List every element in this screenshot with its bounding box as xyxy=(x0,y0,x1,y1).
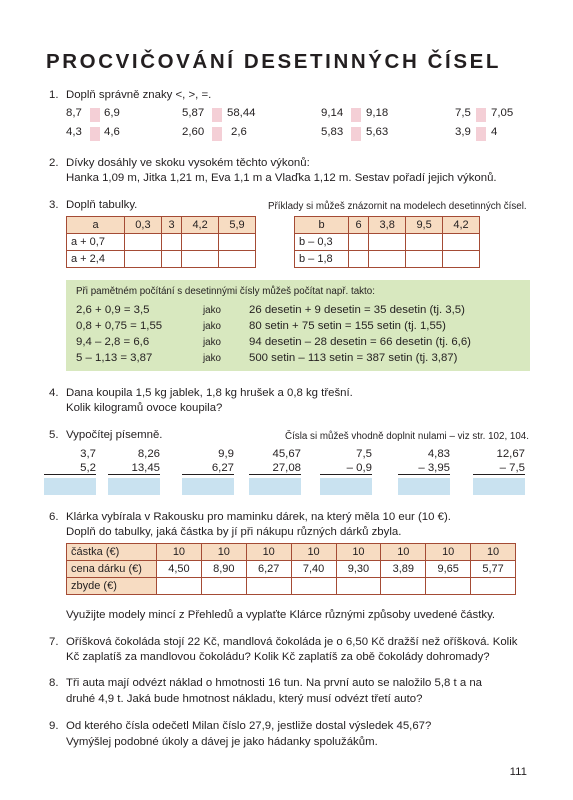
tip-jako: jako xyxy=(203,353,221,364)
table-row xyxy=(67,544,516,561)
task9-number: 9. xyxy=(49,720,59,732)
tip-box xyxy=(66,280,530,371)
row-label: b – 1,8 xyxy=(295,251,349,268)
table-cell: 9,65 xyxy=(426,561,471,578)
compare-answer-box[interactable] xyxy=(351,108,361,122)
task2-line2: Hanka 1,09 m, Jitka 1,21 m, Eva 1,1 m a Vlaďka 1,12 m. Sestav pořadí jejich výkonů. xyxy=(66,172,497,184)
result-box[interactable] xyxy=(44,478,96,495)
tip-jako: jako xyxy=(203,321,221,332)
row-label: částka (€) xyxy=(67,544,157,561)
task6-line1: Klárka vybírala v Rakousku pro maminku dárek, na který měla 10 eur (10 €). xyxy=(66,511,451,523)
tip-explanation: 500 setin – 113 setin = 387 setin (tj. 3,87) xyxy=(249,352,458,364)
table-b xyxy=(294,216,480,268)
table-a-header-row xyxy=(67,217,256,234)
answer-cell[interactable] xyxy=(201,578,246,595)
table-row xyxy=(67,234,256,251)
answer-cell[interactable] xyxy=(349,251,369,268)
table-row xyxy=(67,251,256,268)
tip-heading: Při pamětném počítání s desetinnými čísly můžeš počítat např. takto: xyxy=(76,286,375,297)
answer-cell[interactable] xyxy=(406,234,443,251)
compare-answer-box[interactable] xyxy=(90,127,100,141)
task8-line2: druhé 4,9 t. Jaká bude hmotnost nákladu, který musí odvézt třetí auto? xyxy=(66,693,423,705)
task8-line1: Tři auta mají odvézt náklad o hmotnosti 16 tun. Na první auto se naložilo 5,8 t a na xyxy=(66,677,482,689)
tip-explanation: 94 desetin – 28 desetin = 66 desetin (tj. 6,6) xyxy=(249,336,471,348)
task7-line1: Oříšková čokoláda stojí 22 Kč, mandlová čokoláda je o 6,50 Kč dražší než oříšková. Kolik xyxy=(66,636,518,648)
row-label: b – 0,3 xyxy=(295,234,349,251)
result-box[interactable] xyxy=(398,478,450,495)
compare-answer-box[interactable] xyxy=(476,127,486,141)
table-cell: 3 xyxy=(161,217,181,234)
task4-line1: Dana koupila 1,5 kg jablek, 1,8 kg hrušek a 0,8 kg třešní. xyxy=(66,387,353,399)
tip-expression: 2,6 + 0,9 = 3,5 xyxy=(76,304,150,316)
written-calculation: 4,83 – 3,95 xyxy=(398,447,450,495)
table-cell: 0,3 xyxy=(125,217,162,234)
task2-number: 2. xyxy=(49,157,59,169)
table-cell: 8,90 xyxy=(201,561,246,578)
table-cell: 10 xyxy=(201,544,246,561)
tip-expression: 5 – 1,13 = 3,87 xyxy=(76,352,153,364)
answer-cell[interactable] xyxy=(157,578,202,595)
table-cell: 10 xyxy=(246,544,291,561)
result-box[interactable] xyxy=(108,478,160,495)
answer-cell[interactable] xyxy=(406,251,443,268)
result-box[interactable] xyxy=(182,478,234,495)
row-label: zbyde (€) xyxy=(67,578,157,595)
table-cell: 10 xyxy=(471,544,516,561)
table-cell: 10 xyxy=(426,544,471,561)
compare-answer-box[interactable] xyxy=(212,108,222,122)
table-b-header-row xyxy=(295,217,480,234)
task7-number: 7. xyxy=(49,636,59,648)
task9-line2: Vymýšlej podobné úkoly a dávej je jako hádanky spolužákům. xyxy=(66,736,378,748)
row-label: a + 2,4 xyxy=(67,251,125,268)
row-label: a + 0,7 xyxy=(67,234,125,251)
answer-cell[interactable] xyxy=(291,578,336,595)
table-row xyxy=(67,578,516,595)
task1-number: 1. xyxy=(49,89,59,101)
result-box[interactable] xyxy=(473,478,525,495)
table-cell: 3,89 xyxy=(381,561,426,578)
answer-cell[interactable] xyxy=(219,251,256,268)
task5-note: Čísla si můžeš vhodně doplnit nulami – viz str. 102, 104. xyxy=(285,431,529,442)
compare-answer-box[interactable] xyxy=(476,108,486,122)
table-cell: 7,40 xyxy=(291,561,336,578)
task6-line2: Doplň do tabulky, jaká částka by jí při nákupu různých dárků zbyla. xyxy=(66,526,402,538)
compare-answer-box[interactable] xyxy=(351,127,361,141)
task8-number: 8. xyxy=(49,677,59,689)
table-cell: 9,30 xyxy=(336,561,381,578)
task3-number: 3. xyxy=(49,199,59,211)
answer-cell[interactable] xyxy=(369,251,406,268)
table-cell: 10 xyxy=(336,544,381,561)
compare-answer-box[interactable] xyxy=(90,108,100,122)
task5-number: 5. xyxy=(49,429,59,441)
answer-cell[interactable] xyxy=(443,251,480,268)
answer-cell[interactable] xyxy=(369,234,406,251)
tip-explanation: 26 desetin + 9 desetin = 35 desetin (tj. 3,5) xyxy=(249,304,465,316)
table-cell: 10 xyxy=(381,544,426,561)
tip-explanation: 80 setin + 75 setin = 155 setin (tj. 1,55) xyxy=(249,320,446,332)
answer-cell[interactable] xyxy=(161,234,181,251)
answer-cell[interactable] xyxy=(182,251,219,268)
answer-cell[interactable] xyxy=(381,578,426,595)
written-calculation: 3,7 5,2 xyxy=(44,447,96,495)
table-a xyxy=(66,216,256,268)
task4-line2: Kolik kilogramů ovoce koupila? xyxy=(66,402,223,414)
task1-row-1: 8,7 6,9 5,87 58,44 9,14 9,18 7,5 7,05 xyxy=(66,107,526,123)
tip-expression: 0,8 + 0,75 = 1,55 xyxy=(76,320,163,332)
task1-text: Doplň správně znaky <, >, =. xyxy=(66,89,212,101)
table-cell: 5,77 xyxy=(471,561,516,578)
gift-table xyxy=(66,543,516,595)
compare-answer-box[interactable] xyxy=(212,127,222,141)
table-cell: 3,8 xyxy=(369,217,406,234)
answer-cell[interactable] xyxy=(246,578,291,595)
table-cell: 10 xyxy=(157,544,202,561)
task3-text: Doplň tabulky. xyxy=(66,199,138,211)
answer-cell[interactable] xyxy=(161,251,181,268)
answer-cell[interactable] xyxy=(219,234,256,251)
table-row xyxy=(67,561,516,578)
table-cell: 4,50 xyxy=(157,561,202,578)
task6-number: 6. xyxy=(49,511,59,523)
answer-cell[interactable] xyxy=(336,578,381,595)
answer-cell[interactable] xyxy=(125,251,162,268)
task4-number: 4. xyxy=(49,387,59,399)
answer-cell[interactable] xyxy=(426,578,471,595)
written-calculation: 9,9 6,27 xyxy=(182,447,234,495)
task7-line2: Kč zaplatíš za mandlovou čokoládu? Kolik Kč zaplatíš za obě čokolády dohromady? xyxy=(66,651,490,663)
row-label: cena dárku (€) xyxy=(67,561,157,578)
written-calculation: 45,67 27,08 xyxy=(249,447,301,495)
table-row xyxy=(295,251,480,268)
written-calculation: 8,26 13,45 xyxy=(108,447,160,495)
table-cell: b xyxy=(295,217,349,234)
tip-jako: jako xyxy=(203,337,221,348)
table-cell: 4,2 xyxy=(182,217,219,234)
tip-jako: jako xyxy=(203,305,221,316)
result-box[interactable] xyxy=(249,478,301,495)
table-cell: 6,27 xyxy=(246,561,291,578)
answer-cell[interactable] xyxy=(349,234,369,251)
answer-cell[interactable] xyxy=(125,234,162,251)
task9-line1: Od kterého čísla odečetl Milan číslo 27,9, jestliže dostal výsledek 45,67? xyxy=(66,720,432,732)
table-cell: 5,9 xyxy=(219,217,256,234)
table-cell: 10 xyxy=(291,544,336,561)
table-cell: 9,5 xyxy=(406,217,443,234)
table-cell: 4,2 xyxy=(443,217,480,234)
written-calculation: 7,5 – 0,9 xyxy=(320,447,372,495)
task3-note: Příklady si můžeš znázornit na modelech desetinných čísel. xyxy=(268,201,527,212)
tip-expression: 9,4 – 2,8 = 6,6 xyxy=(76,336,150,348)
table-cell: a xyxy=(67,217,125,234)
page-title: PROCVIČOVÁNÍ DESETINNÝCH ČÍSEL xyxy=(46,50,502,73)
task1-row-2: 4,3 4,6 2,60 2,6 5,83 5,63 3,9 4 xyxy=(66,126,526,142)
written-calculation: 12,67 – 7,5 xyxy=(473,447,525,495)
table-cell: 6 xyxy=(349,217,369,234)
task2-line1: Dívky dosáhly ve skoku vysokém těchto výkonů: xyxy=(66,157,310,169)
table-row xyxy=(295,234,480,251)
task5-text: Vypočítej písemně. xyxy=(66,429,163,441)
answer-cell[interactable] xyxy=(182,234,219,251)
page-number: 111 xyxy=(509,766,527,778)
answer-cell[interactable] xyxy=(471,578,516,595)
result-box[interactable] xyxy=(320,478,372,495)
answer-cell[interactable] xyxy=(443,234,480,251)
task6-after: Využijte modely mincí z Přehledů a vyplaťte Klárce různými způsoby uvedené částky. xyxy=(66,609,496,621)
